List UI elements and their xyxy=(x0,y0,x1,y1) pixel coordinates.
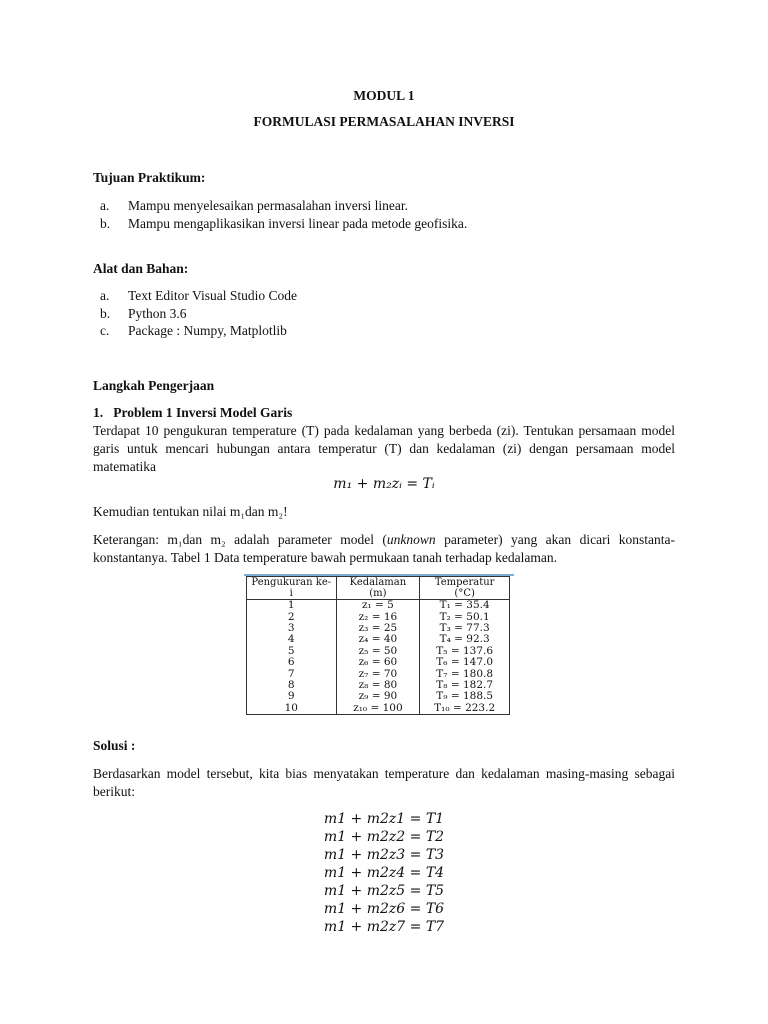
problem-text: Terdapat 10 pengukuran temperature (T) pada kedalaman yang berbeda (zi). Tentukan persamaan model garis untuk mencari hubungan antara temperatur (T) dan kedalaman (zi) dengan persamaan model matematika xyxy=(93,423,675,474)
data-table xyxy=(246,576,510,715)
equation-line: m1 + m2z2 = T2 xyxy=(323,829,445,845)
list-item: b. Mampu mengaplikasikan inversi linear pada metode geofisika. xyxy=(100,215,468,231)
table-row: 4 z₄ = 40 T₄ = 92.3 xyxy=(247,634,510,645)
table-row: 3 z₃ = 25 T₃ = 77.3 xyxy=(247,623,510,634)
table-row: 8 z₈ = 80 T₈ = 182.7 xyxy=(247,680,510,691)
table-header: Temperatur (°C) xyxy=(420,577,510,600)
equation-line: m1 + m2z7 = T7 xyxy=(323,919,445,935)
alat-heading: Alat dan Bahan: xyxy=(93,261,189,276)
module-title: MODUL 1 xyxy=(353,88,415,103)
table-row: 10 z₁₀ = 100 T₁₀ = 223.2 xyxy=(247,703,510,715)
equation-line: m1 + m2z5 = T5 xyxy=(323,883,445,899)
table-row: 5 z₅ = 50 T₅ = 137.6 xyxy=(247,646,510,657)
module-subtitle: FORMULASI PERMASALAHAN INVERSI xyxy=(253,114,515,129)
tujuan-heading: Tujuan Praktikum: xyxy=(93,170,206,185)
langkah-heading: Langkah Pengerjaan xyxy=(93,378,215,393)
model-equation: m₁ + m₂zᵢ = Tᵢ xyxy=(333,476,435,492)
table-header: Pengukuran ke-i xyxy=(247,577,337,600)
kemudian-text: Kemudian tentukan nilai m₁dan m₂! xyxy=(93,504,288,519)
equation-list xyxy=(260,810,508,936)
equation-line: m1 + m2z6 = T6 xyxy=(323,901,445,917)
keterangan-text: Keterangan: m₁dan m₂ adalah parameter model (unknown parameter) yang akan dicari konstanta-konstantanya. Tabel 1 Data temperature bawah permukaan tanah terhadap kedalaman. xyxy=(93,532,675,565)
table-row: 1 z₁ = 5 T₁ = 35.4 xyxy=(247,600,510,612)
problem-heading: 1. Problem 1 Inversi Model Garis xyxy=(93,405,293,420)
table-row: 9 z₉ = 90 T₉ = 188.5 xyxy=(247,691,510,702)
table-row: 7 z₇ = 70 T₇ = 180.8 xyxy=(247,668,510,679)
list-item: b. Python 3.6 xyxy=(100,305,187,321)
equation-line: m1 + m2z3 = T3 xyxy=(323,847,445,863)
data-table-figure xyxy=(246,576,511,718)
solusi-text: Berdasarkan model tersebut, kita bias menyatakan temperature dan kedalaman masing-masing sebagai berikut: xyxy=(93,766,675,799)
equation-line: m1 + m2z1 = T1 xyxy=(323,811,445,827)
list-item: c. Package : Numpy, Matplotlib xyxy=(100,323,287,338)
table-row: 6 z₆ = 60 T₆ = 147.0 xyxy=(247,657,510,668)
solusi-heading: Solusi : xyxy=(93,738,136,753)
table-header: Kedalaman (m) xyxy=(336,577,420,600)
list-item: a. Mampu menyelesaikan permasalahan inversi linear. xyxy=(100,198,409,213)
table-header-row xyxy=(247,577,510,600)
list-item: a. Text Editor Visual Studio Code xyxy=(100,288,297,303)
alat-list xyxy=(100,287,297,340)
table-row: 2 z₂ = 16 T₂ = 50.1 xyxy=(247,611,510,622)
tujuan-list xyxy=(100,197,467,232)
equation-line: m1 + m2z4 = T4 xyxy=(323,865,445,881)
